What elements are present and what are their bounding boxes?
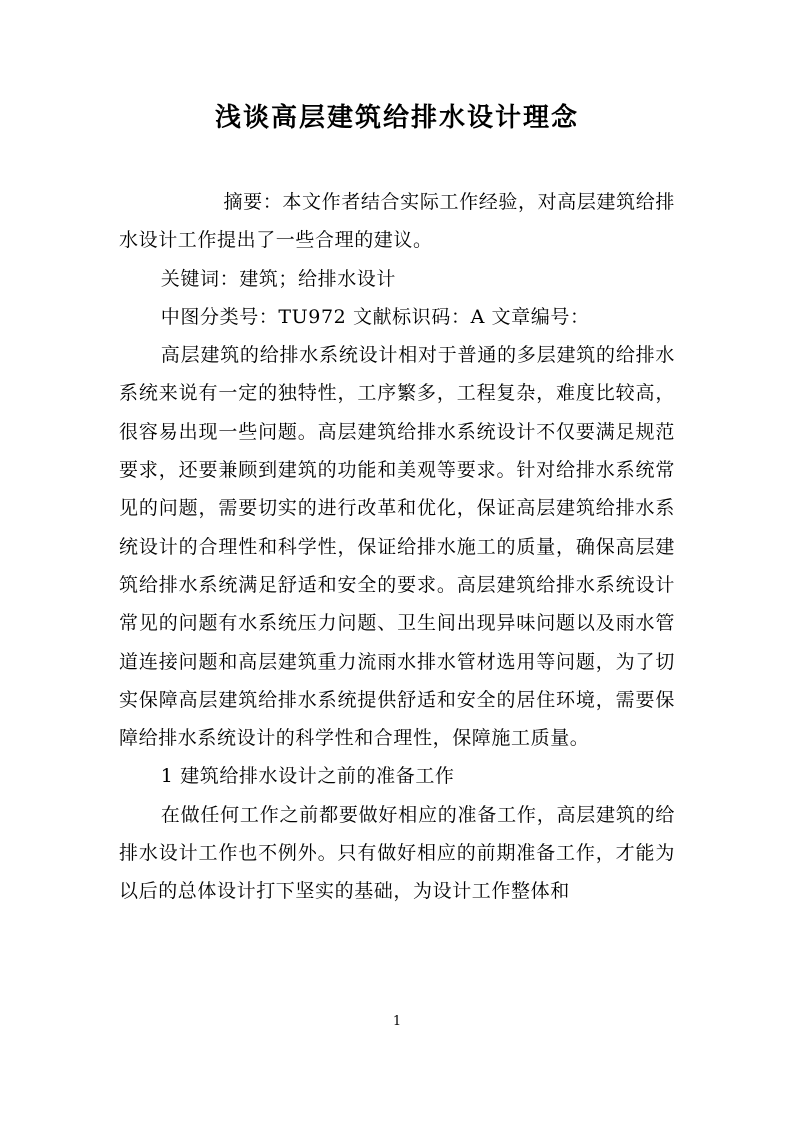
- page-number: 1: [392, 1014, 402, 1029]
- classification-paragraph: 中图分类号：TU972 文献标识码：A 文章编号：: [160, 305, 590, 328]
- section-paragraph: 在做任何工作之前都要做好相应的准备工作，高层建筑的给排水设计工作也不例外。只有做好相应的前期准备工作，才能为以后的总体设计打下坚实的基础，为设计工作整体和: [119, 803, 675, 903]
- keywords-paragraph: 关键词：建筑；给排水设计: [160, 267, 396, 290]
- body-paragraph: 高层建筑的给排水系统设计相对于普通的多层建筑的给排水系统来说有一定的独特性，工序繁多，工程复杂，难度比较高，很容易出现一些问题。高层建筑给排水系统设计不仅要满足规范要求，还要兼顾到建筑的功能和美观等要求。针对给排水系统常见的问题，需要切实的进行改革和优化，保证高层建筑给排水系统设计的合理性和科学性，保证给排水施工的质量，确保高层建筑给排水系统满足舒适和安全的要求。高层建筑给排水系统设计常见的问题有水系统压力问题、卫生间出现异味问题以及雨水管道连接问题和高层建筑重力流雨水排水管材选用等问题，为了切实保障高层建筑给排水系统提供舒适和安全的居住环境，需要保障给排水系统设计的科学性和合理性，保障施工质量。: [119, 344, 675, 750]
- section-heading: 1 建筑给排水设计之前的准备工作: [160, 765, 455, 788]
- document-title: 浅谈高层建筑给排水设计理念: [214, 103, 579, 133]
- document-body: [119, 183, 675, 911]
- abstract-paragraph: 摘要：本文作者结合实际工作经验，对高层建筑给排水设计工作提出了一些合理的建议。: [119, 191, 675, 252]
